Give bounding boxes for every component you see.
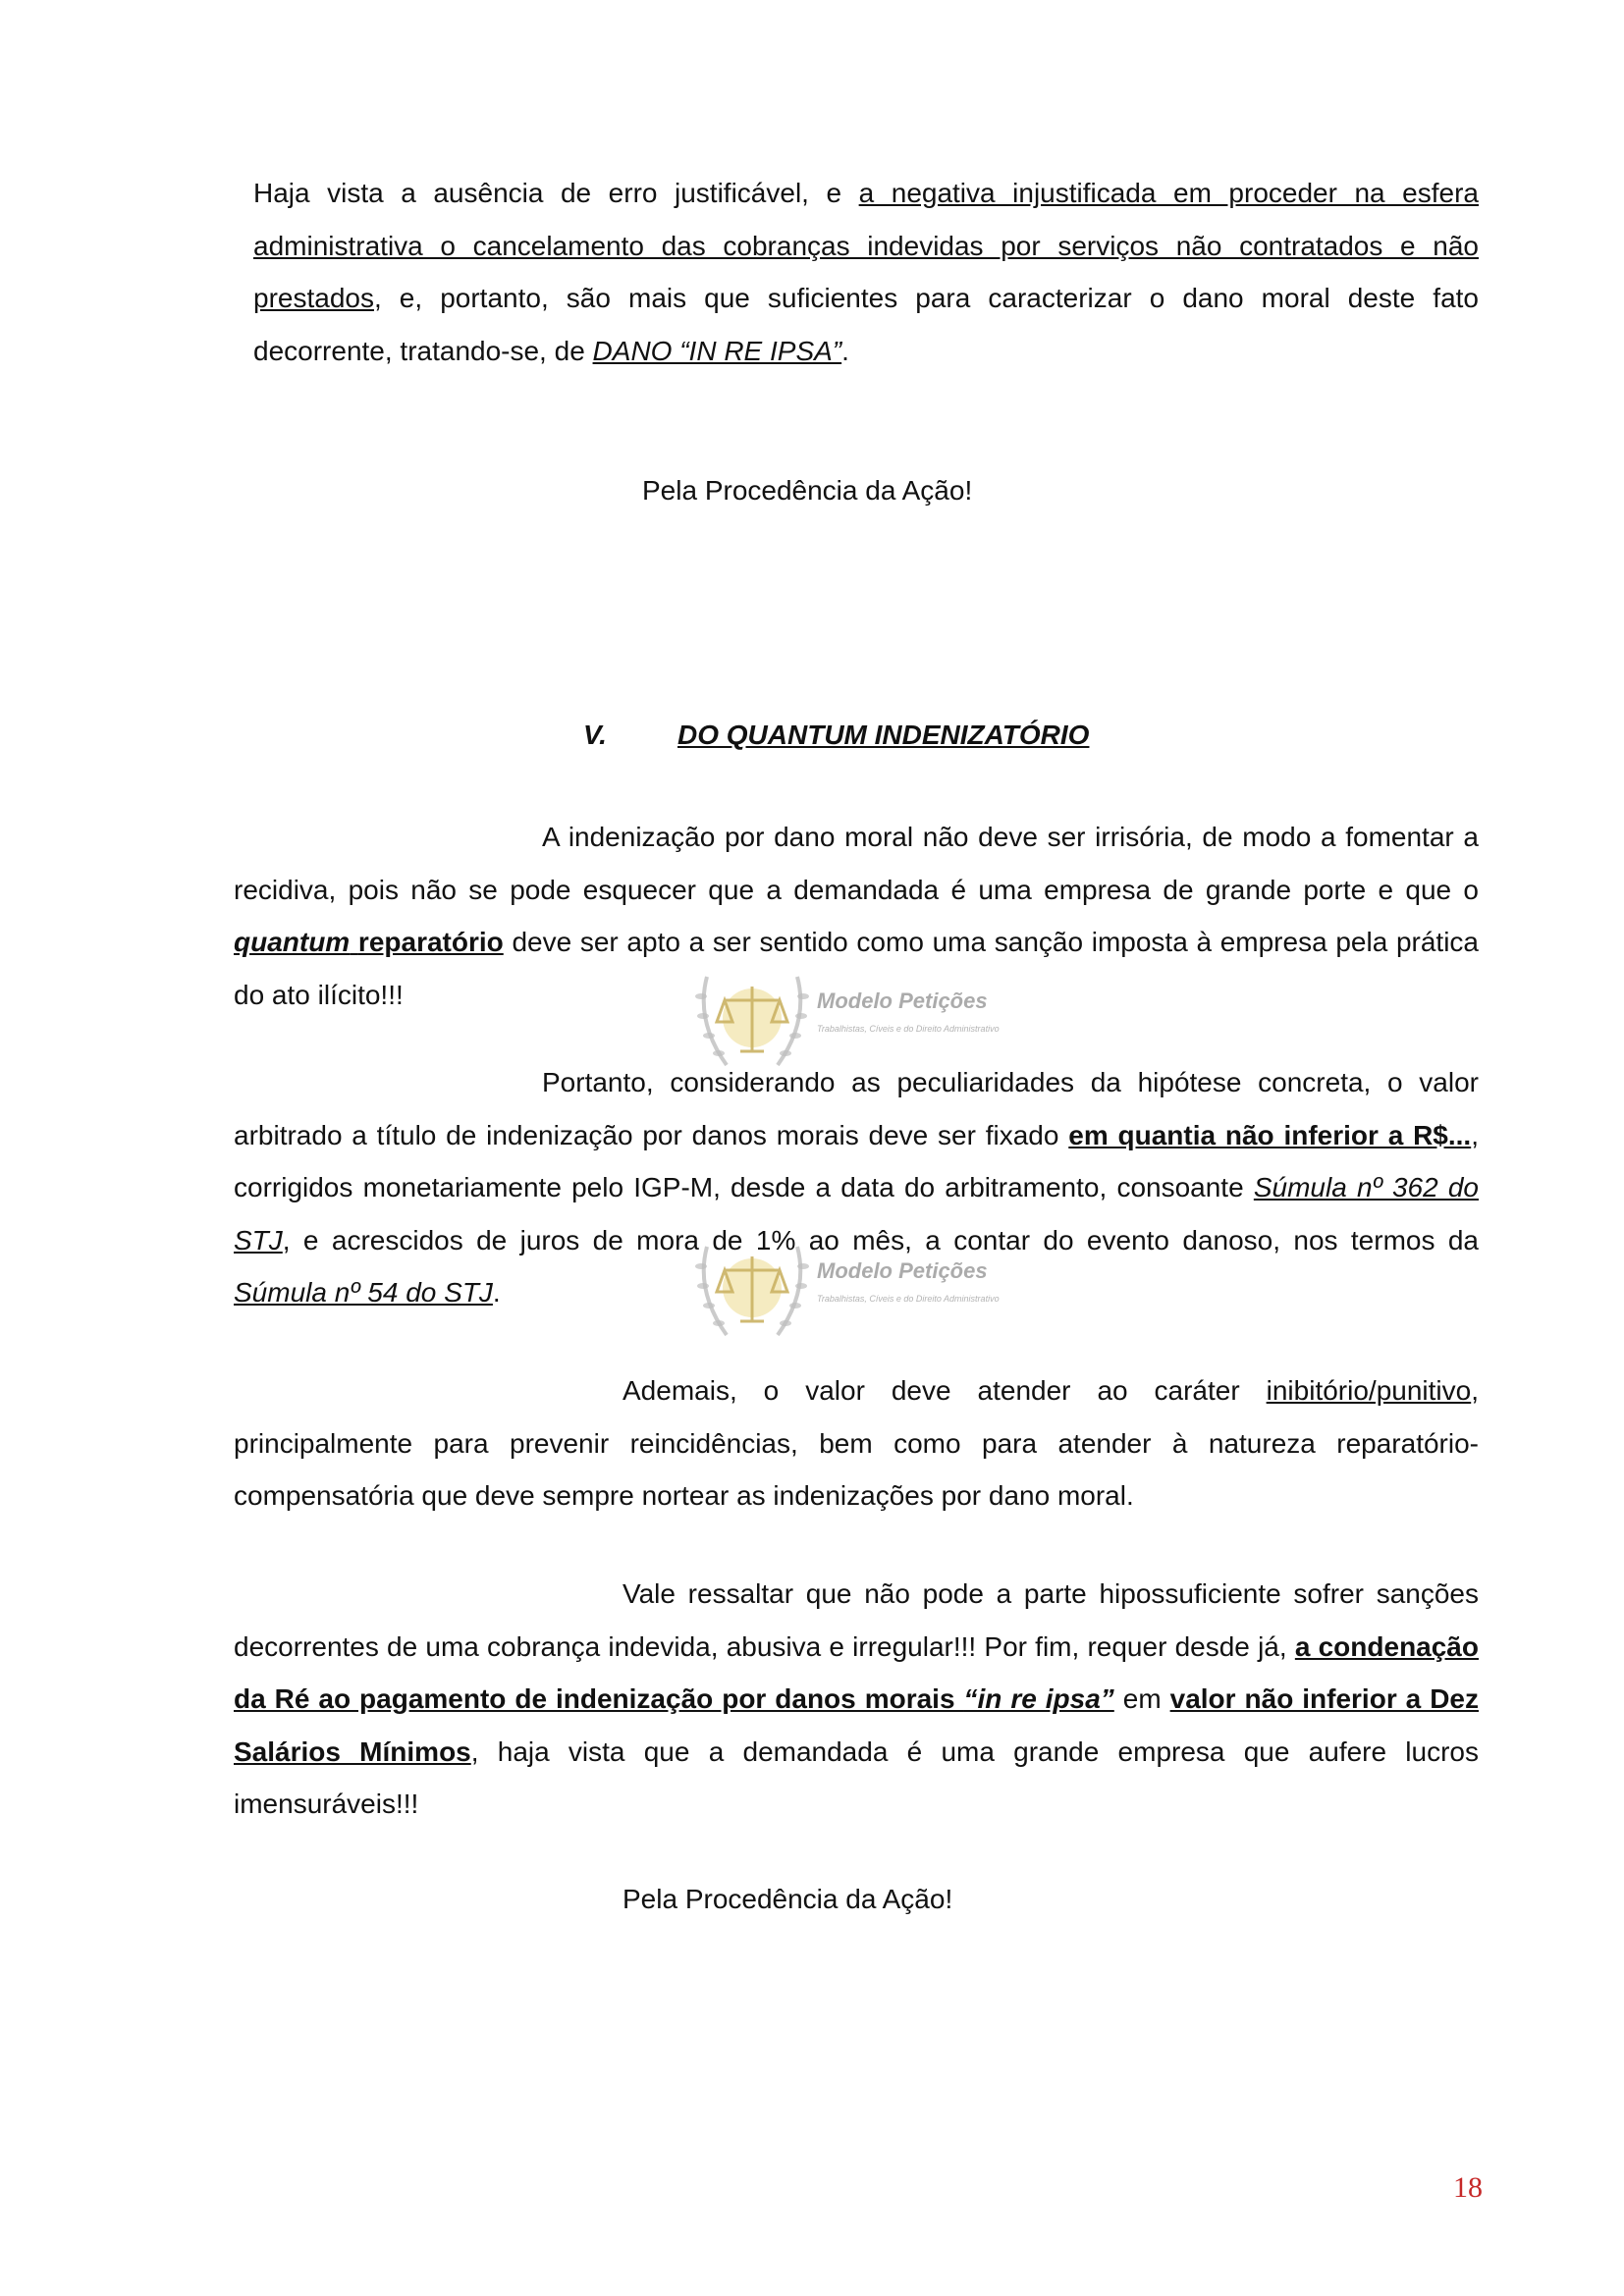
dez-salarios-emphasis: valor não inferior a Dez Salários Mínimos xyxy=(234,1683,1480,1767)
text-span: , e, portanto, são mais que suficientes para caracterizar o dano moral deste fato decorrente, tratando-se, de xyxy=(253,283,1479,366)
section-number: V. xyxy=(583,720,607,750)
text-span: , corrigidos monetariamente pelo IGP-M, desde a data do arbitramento, consoante xyxy=(234,1119,1479,1202)
paragraph-carater-inibitorio xyxy=(0,1364,1624,1522)
sumula-54-reference: Súmula nº 54 do STJ xyxy=(234,1277,493,1308)
paragraph-valor-arbitrado xyxy=(0,1056,1624,1319)
text-span: , principalmente para prevenir reincidências, bem como para atender à natureza reparatório-compensatória que deve sempre nortear as indenizações por dano moral. xyxy=(234,1375,1479,1511)
procedencia-line-1: Pela Procedência da Ação! xyxy=(642,475,973,506)
text-span: , haja vista que a demandada é uma grande empresa que aufere lucros imensuráveis!!! xyxy=(234,1735,1479,1819)
svg-text:Trabalhistas, Cíveis e do Dire: Trabalhistas, Cíveis e do Direito Administrativo xyxy=(817,1024,1000,1034)
text-span: . xyxy=(492,1277,501,1308)
svg-text:Modelo Petições: Modelo Petições xyxy=(817,1258,988,1283)
text-span: deve ser apto a ser sentido como uma sanção imposta à empresa pela prática do ato ilícito!!! xyxy=(234,927,1479,1010)
paragraph-dano-in-re-ipsa xyxy=(0,167,1624,377)
text-span: , e acrescidos de juros de mora de 1% ao mês, a contar do evento danoso, nos termos da xyxy=(282,1224,1479,1255)
condenacao-emphasis: a condenação da Ré ao pagamento de indenização por danos morais xyxy=(234,1630,1479,1714)
text-span: . xyxy=(841,335,849,366)
section-heading xyxy=(583,709,1089,762)
page-number: 18 xyxy=(1453,2171,1483,2204)
text-span: Portanto, considerando as peculiaridades da hipótese concreta, o valor arbitrado a título de indenização por danos morais deve ser fixado xyxy=(234,1067,1479,1150)
paragraph-indenizacao xyxy=(0,811,1624,1021)
sumula-362-reference: Súmula nº 362 do STJ xyxy=(234,1172,1479,1255)
text-span: Haja vista a ausência de erro justificável, e xyxy=(253,178,859,208)
quantia-emphasis: em quantia não inferior a R$... xyxy=(1068,1119,1472,1150)
quantum-emphasis: quantum xyxy=(234,927,351,957)
svg-text:Modelo Petições: Modelo Petições xyxy=(817,988,988,1013)
reparatorio-emphasis: reparatório xyxy=(357,927,504,957)
procedencia-line-2: Pela Procedência da Ação! xyxy=(623,1884,953,1914)
inibitorio-emphasis: inibitório/punitivo xyxy=(1266,1375,1472,1406)
paragraph-requerimento xyxy=(0,1568,1624,1831)
svg-text:Trabalhistas, Cíveis e do Dire: Trabalhistas, Cíveis e do Direito Administrativo xyxy=(817,1294,1000,1304)
text-span xyxy=(350,927,358,957)
text-span: A indenização por dano moral não deve ser irrisória, de modo a fomentar a recidiva, pois não se pode esquecer que a demandada é uma empresa de grande porte e que o xyxy=(234,822,1479,905)
in-re-ipsa-emphasis: “in re ipsa” xyxy=(963,1683,1114,1714)
dano-in-re-ipsa-emphasis: DANO “IN RE IPSA” xyxy=(592,335,842,366)
text-span: Vale ressaltar que não pode a parte hipossuficiente sofrer sanções decorrentes de uma cobrança indevida, abusiva e irregular!!! Por fim, requer desde já, xyxy=(234,1578,1479,1662)
underlined-text: a negativa injustificada em proceder na esfera administrativa o cancelamento das cobranças indevidas por serviços não contratados e não prestados xyxy=(253,178,1479,313)
section-title: DO QUANTUM INDENIZATÓRIO xyxy=(677,720,1090,750)
text-span: em xyxy=(1113,1683,1170,1714)
text-span: Ademais, o valor deve atender ao caráter xyxy=(623,1375,1267,1406)
